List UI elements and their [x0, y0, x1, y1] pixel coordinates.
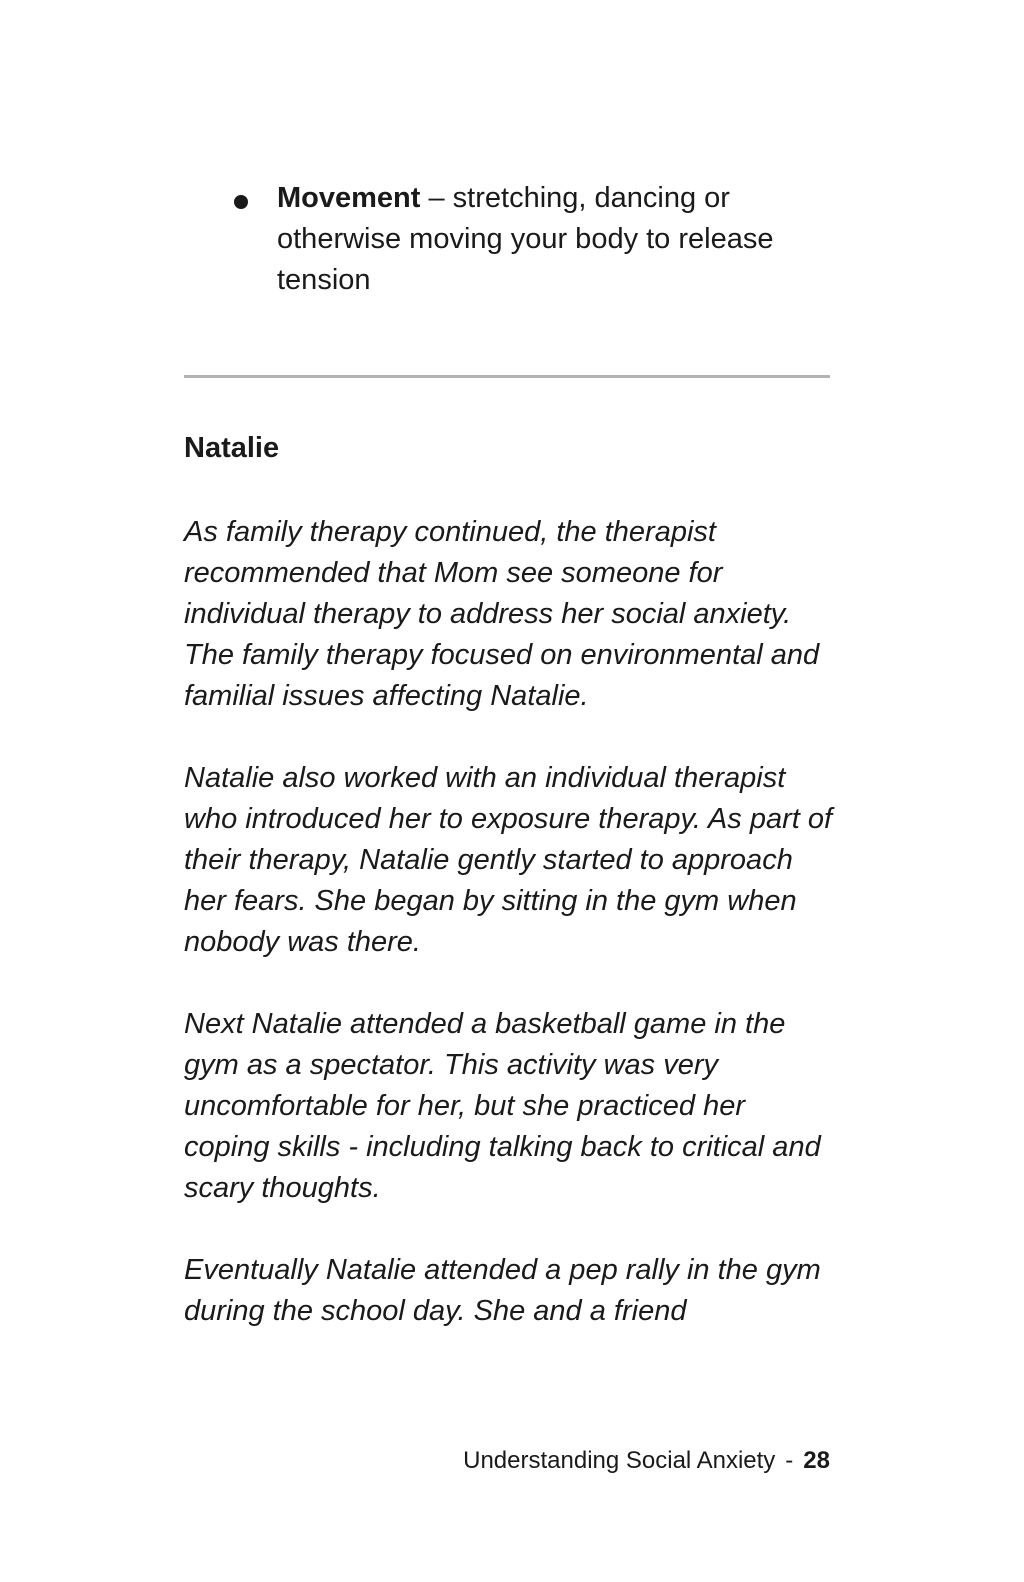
story-text: [184, 512, 834, 1373]
story-paragraph: Natalie also worked with an individual therapist who introduced her to exposure therapy. As part of their therapy, Natalie gently started to approach her fears. She began by sitting in the gym when nobody was there.: [184, 762, 833, 958]
story-paragraph: Eventually Natalie attended a pep rally in the gym during the school day. She and a friend: [184, 1254, 821, 1327]
story-paragraph: Next Natalie attended a basketball game in the gym as a spectator. This activity was very uncomfortable for her, but she practiced her coping skills - including talking back to critical and scary thoughts.: [184, 1008, 821, 1204]
bullet-item: [230, 178, 830, 301]
section-divider: [184, 375, 830, 378]
page-footer: [463, 1445, 830, 1477]
page-number: 28: [803, 1447, 830, 1474]
book-title: Understanding Social Anxiety: [463, 1447, 776, 1474]
footer-separator: -: [785, 1447, 794, 1474]
bullet-text: – stretching, dancing or otherwise moving your body to release tension: [277, 182, 774, 296]
story-paragraph: As family therapy continued, the therapist recommended that Mom see someone for individual therapy to address her social anxiety. The family therapy focused on environmental and familial issues affecting Natalie.: [184, 516, 820, 712]
section-heading: Natalie: [184, 432, 280, 464]
bullet-dot-icon: [234, 195, 248, 209]
bullet-list: [230, 178, 830, 301]
bullet-term: Movement: [277, 182, 421, 214]
